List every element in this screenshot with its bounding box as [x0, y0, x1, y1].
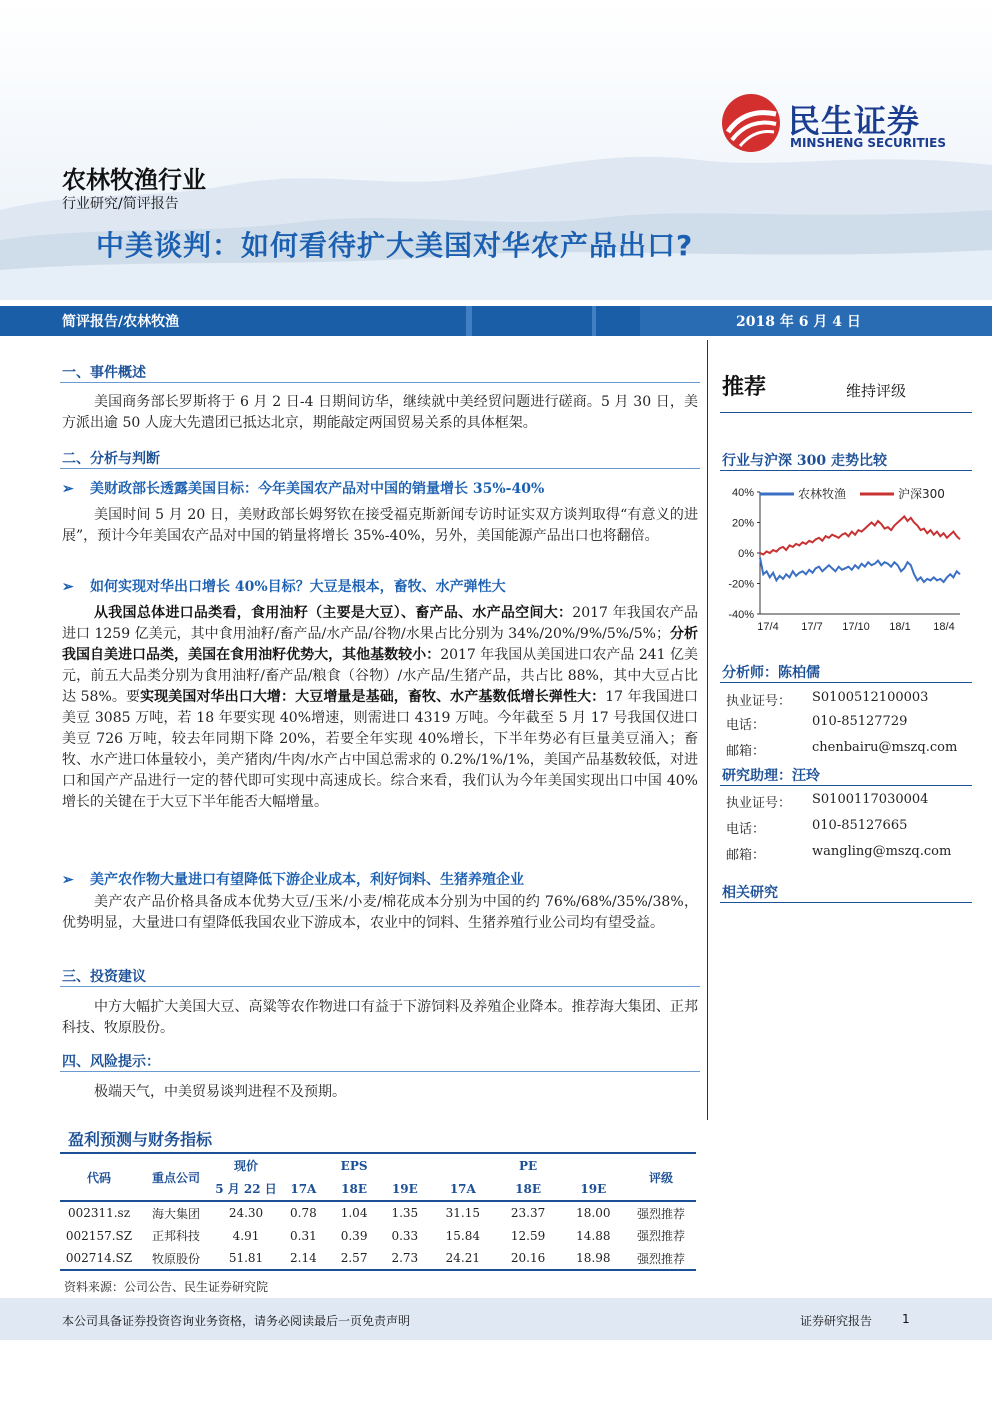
section-heading-investment: 三、投资建议 [62, 969, 146, 985]
y-tick-label: 20% [731, 517, 754, 530]
analyst-tel-value: 010-85127729 [812, 714, 908, 729]
cell: 24.21 [430, 1247, 495, 1270]
section-heading-risk: 四、风险提示： [62, 1054, 160, 1070]
arrow-icon: ➢ [62, 579, 74, 595]
report-type: 行业研究/简评报告 [62, 196, 179, 212]
section-underline [60, 382, 700, 383]
cell: 0.31 [290, 1228, 317, 1243]
arrow-icon: ➢ [62, 481, 74, 497]
assistant-tel-label: 电话： [726, 822, 766, 837]
cell: 0.33 [391, 1228, 419, 1243]
cell: 18.00 [576, 1206, 611, 1220]
cell: 强烈推荐 [626, 1247, 696, 1270]
y-tick-label: -40% [728, 609, 754, 621]
brand-name-cn: 民生证券 [788, 102, 921, 140]
section-heading-analysis: 二、分析与判断 [62, 451, 160, 467]
body-text: 2017 年我国从美国进口农产品 241 亿美元，前五大品类分别为食用油籽/畜产品/粮食（谷物）/水产品/生猪产品，共占比 88%，其中大豆占比达 58%。要 [62, 647, 699, 705]
export-growth-paragraph [62, 603, 698, 813]
event-paragraph: 美国商务部长罗斯将于 6 月 2 日-4 日期间访华，继续就中美经贸问题进行磋商。5 月 30 日，美方派出逾 50 人庞大先遣团已抵达北京，期能敲定两国贸易关系的具体框架。 [62, 394, 698, 431]
related-research-title: 相关研究 [722, 885, 778, 901]
analyst-cert-label: 执业证号： [726, 694, 792, 709]
x-tick-label: 17/10 [842, 621, 870, 633]
subheading-export-growth [62, 576, 506, 596]
legend-label-1: 沪深300 [898, 487, 945, 501]
risk-paragraph: 极端天气，中美贸易谈判进程不及预期。 [94, 1084, 346, 1100]
assistant-mail-label: 邮箱： [726, 848, 766, 863]
industry-name: 农林牧渔行业 [62, 166, 206, 194]
table-row [60, 1247, 696, 1270]
analyst-mail-label: 邮箱： [726, 744, 766, 759]
body-text: 2017 年我国农产品进口 1259 亿美元，其中食用油籽/畜产品/水产品/谷物/水果占比分别为 34%/20%/9%/5%/5%； [62, 605, 698, 642]
report-title: 中美谈判：如何看待扩大美国对华农产品出口? [96, 229, 694, 262]
cell: 强烈推荐 [636, 1229, 685, 1243]
us-target-paragraph: 美国时间 5 月 20 日，美财政部长姆努钦在接受福克斯新闻专访时证实双方谈判取得“有意义的进展”，预计今年美国农产品对中国的销量将增长 35%-40%，另外，美国能源产品出口也将翻倍。 [62, 507, 698, 544]
section-underline [60, 986, 700, 987]
header-eps: EPS [278, 1153, 430, 1177]
table-header-row [60, 1153, 696, 1177]
header-year: 18E [329, 1177, 380, 1201]
cell: 2.73 [379, 1247, 430, 1270]
cell: 14.88 [576, 1228, 611, 1243]
bold-text: 从我国总体进口品类看，食用油籽（主要是大豆）、畜产品、水产品空间大： [94, 605, 573, 621]
analyst-title: 分析师：陈柏儒 [722, 665, 820, 681]
subheading-us-target [62, 478, 544, 498]
assistant-mail-value[interactable]: wangling@mszq.com [812, 844, 952, 859]
analyst-mail-value[interactable]: chenbairu@mszq.com [812, 740, 958, 755]
assistant-title: 研究助理：汪玲 [722, 768, 820, 784]
header-year: 17A [430, 1177, 495, 1201]
rating: 推荐 [722, 375, 767, 400]
table-title: 盈利预测与财务指标 [68, 1130, 213, 1149]
bold-text: 分析我国自美进口品类，美国在食用油籽优势大，其他基数较小： [62, 626, 699, 663]
header-company: 重点公司 [138, 1153, 214, 1201]
y-tick-label: -20% [728, 578, 754, 591]
section-underline [60, 1071, 700, 1072]
cell: 51.81 [214, 1247, 278, 1270]
header-pe: PE [430, 1153, 626, 1177]
section-underline [60, 468, 700, 469]
financial-forecast-table [60, 1152, 696, 1271]
x-tick-label: 17/7 [801, 621, 823, 633]
company-logo [720, 92, 980, 162]
section-heading-event: 一、事件概述 [62, 365, 146, 381]
series-line-1 [760, 516, 960, 554]
cell: 12.59 [510, 1228, 546, 1243]
bold-text: 实现美国对华出口大增：大豆增量是基础，畜牧、水产基数低增长弹性大： [140, 689, 606, 705]
cell: 002157.SZ [65, 1228, 133, 1243]
brand-name-en: MINSHENG SECURITIES [790, 136, 946, 150]
rating-sub: 维持评级 [846, 382, 907, 400]
side-divider [720, 902, 972, 903]
header-year: 17A [278, 1177, 329, 1201]
cost-benefit-paragraph: 美产农产品价格具备成本优势大豆/玉米/小麦/棉花成本分别为中国的约 76%/68%/35%/38%，优势明显，大量进口有望降低我国农业下游成本，农业中的饲料、生猪养殖行业公司均有望受益。 [62, 894, 698, 931]
side-divider [720, 682, 972, 683]
cell: 23.37 [510, 1206, 546, 1220]
legend-label-0: 农林牧渔 [798, 487, 847, 501]
footer-report-label: 证券研究报告 [800, 1314, 873, 1328]
cell: 1.35 [391, 1206, 419, 1220]
side-divider [720, 412, 972, 413]
cell: 海大集团 [151, 1206, 200, 1221]
investment-paragraph: 中方大幅扩大美国大豆、高粱等农作物进口有益于下游饲料及养殖企业降本。推荐海大集团、正邦科技、牧原股份。 [62, 999, 698, 1036]
cell: 正邦科技 [151, 1229, 200, 1243]
table-row [60, 1224, 696, 1247]
header-rating: 评级 [626, 1153, 696, 1201]
bar-stripe [466, 306, 472, 336]
cell: 强烈推荐 [636, 1206, 685, 1221]
page-footer [0, 1298, 992, 1340]
x-tick-label: 18/1 [889, 621, 911, 633]
table-row [60, 1201, 696, 1224]
subheading-text: 如何实现对华出口增长 40%目标？大豆是根本，畜牧、水产弹性大 [90, 579, 506, 595]
chart-title: 行业与沪深 300 走势比较 [722, 453, 887, 469]
minsheng-logo-icon [720, 92, 782, 154]
subheading-cost-benefit [62, 869, 524, 889]
body-text: 17 年我国进口美豆 3085 万吨，若 18 年要实现 40%增速，则需进口 4319 万吨。今年截至 5 月 17 号我国仅进口美豆 726 万吨，较去年同期下降 20%，若要全年实现 40%增长，下半年势必有巨量美豆涌入；畜牧、水产进口体量较小，美产猪肉/牛肉/水产占中国总需求的 0.2%/1%/1%，美国产品基数较低，对进口和国产产品进行一定的替代即可实现中高速成长。综合来看，我们认为今年美国实现出口中国 40%增长的关键在于大豆下半年能否大幅增量。 [62, 689, 698, 810]
analyst-cert-value: S0100512100003 [812, 690, 929, 705]
cell: 2.14 [278, 1247, 329, 1270]
y-tick-label: 40% [731, 487, 754, 499]
cell: 15.84 [445, 1228, 480, 1243]
cell: 0.78 [290, 1206, 317, 1220]
bar-category: 简评报告/农林牧渔 [62, 314, 180, 330]
cell: 2.57 [329, 1247, 380, 1270]
cell: 0.39 [340, 1228, 368, 1243]
x-tick-label: 17/4 [757, 621, 779, 633]
header-year: 19E [379, 1177, 430, 1201]
subheading-text: 美财政部长透露美国目标：今年美国农产品对中国的销量增长 35%-40% [90, 481, 545, 497]
subheading-text: 美产农作物大量进口有望降低下游企业成本，利好饲料、生猪养殖企业 [90, 872, 524, 888]
cell: 1.04 [340, 1206, 368, 1220]
column-divider [707, 340, 708, 1120]
analyst-tel-label: 电话： [726, 718, 766, 733]
header-price-date: 5 月 22 日 [214, 1177, 278, 1201]
assistant-cert-value: S0100117030004 [812, 792, 929, 807]
category-date-bar [0, 306, 992, 336]
report-date: 2018 年 6 月 4 日 [736, 314, 861, 330]
footer-disclaimer[interactable]: 本公司具备证券投资咨询业务资格，请务必阅读最后一页免责声明 [62, 1314, 411, 1328]
cell: 31.15 [445, 1206, 480, 1220]
page-number: 1 [902, 1312, 910, 1326]
header-price: 现价 [214, 1153, 278, 1177]
cell: 20.16 [495, 1247, 560, 1270]
header-year: 18E [495, 1177, 560, 1201]
cell: 18.98 [561, 1247, 626, 1270]
series-line-0 [760, 558, 960, 582]
cell: 002311.sz [67, 1206, 131, 1220]
header-code: 代码 [60, 1153, 138, 1201]
trend-chart [720, 478, 976, 648]
cell: 002714.SZ [60, 1247, 138, 1270]
table-source: 资料来源：公司公告、民生证券研究院 [64, 1280, 269, 1294]
x-tick-label: 18/4 [933, 621, 955, 633]
cell: 4.91 [232, 1228, 260, 1243]
bar-stripe [592, 306, 596, 336]
arrow-icon: ➢ [62, 872, 74, 888]
side-divider [720, 785, 972, 786]
side-divider [720, 470, 972, 471]
cell: 牧原股份 [138, 1247, 214, 1270]
y-tick-label: 0% [738, 548, 754, 560]
cell: 24.30 [228, 1206, 264, 1220]
assistant-tel-value: 010-85127665 [812, 818, 908, 833]
header-year: 19E [561, 1177, 626, 1201]
assistant-cert-label: 执业证号： [726, 796, 792, 811]
